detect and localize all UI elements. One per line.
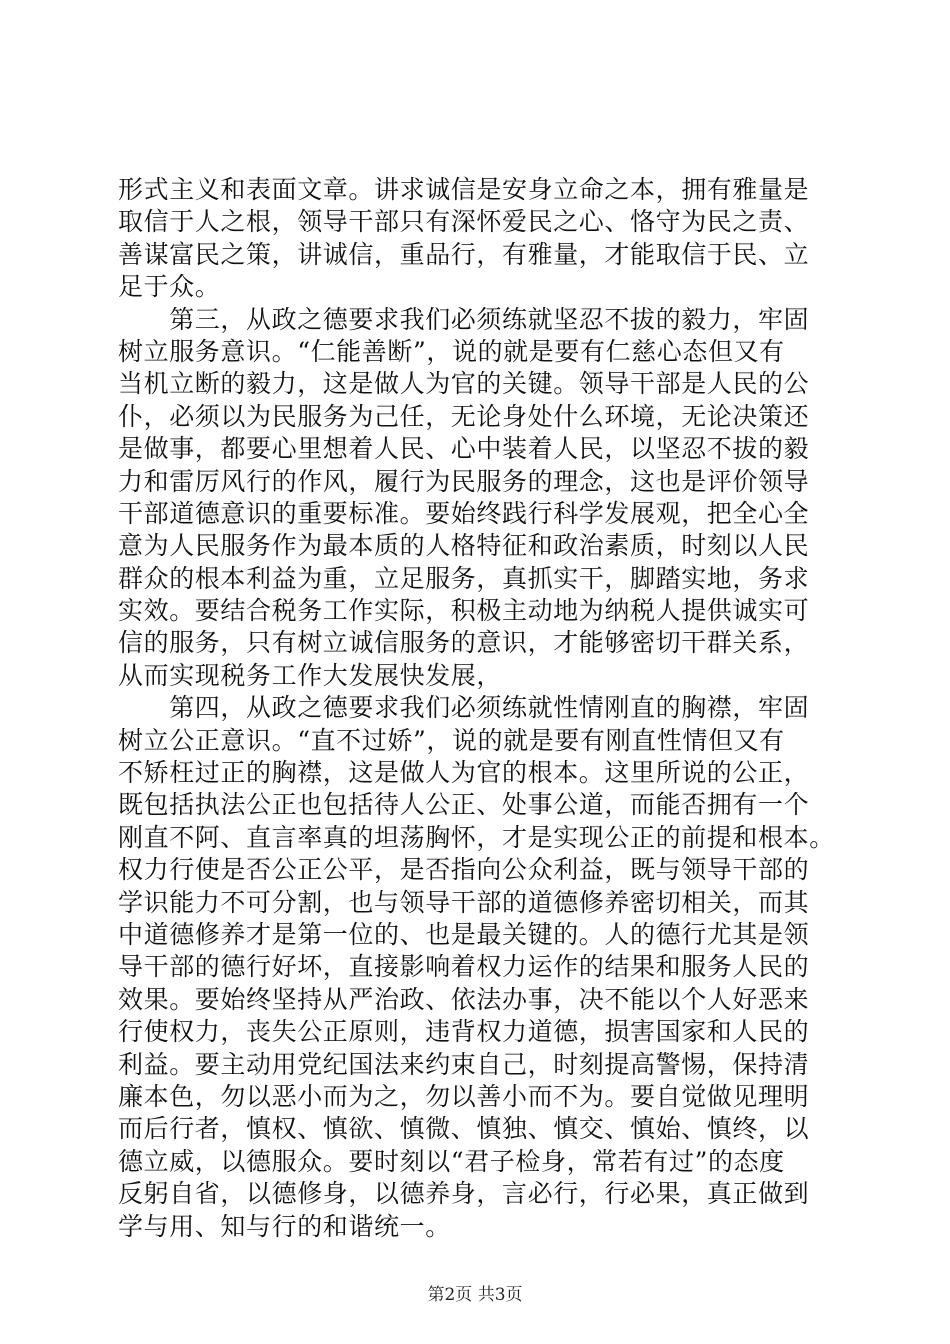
text-line: 形式主义和表面文章。讲求诚信是安身立命之本，拥有雅量是 [118, 175, 810, 204]
text-line: 反躬自省，以德修身，以德养身，言必行，行必果，真正做到 [118, 1179, 810, 1209]
text-line: 权力行使是否公正公平，是否指向公众利益，既与领导干部的 [118, 855, 810, 885]
text-line: 效果。要始终坚持从严治政、依法办事，决不能以个人好恶来 [118, 984, 810, 1014]
text-line: 善谋富民之策，讲诚信，重品行，有雅量，才能取信于民、立 [118, 239, 810, 269]
text-line: 足于众。 [118, 272, 221, 302]
page-number-label: 第2页 共3页 [427, 1285, 523, 1305]
paragraph-fourth-start: 第四，从政之德要求我们必须练就性情刚直的胸襟，牢固 [118, 693, 810, 723]
text-line: 而后行者，慎权、慎欲、慎微、慎独、慎交、慎始、慎终，以 [118, 1114, 810, 1144]
text-line: 取信于人之根，领导干部只有深怀爱民之心、恪守为民之责、 [118, 207, 810, 237]
text-line: 信的服务，只有树立诚信服务的意识，才能够密切干群关系， [118, 628, 810, 658]
text-line: 刚直不阿、直言率真的坦荡胸怀，才是实现公正的前提和根本。 [118, 822, 835, 852]
text-line: 利益。要主动用党纪国法来约束自己，时刻提高警惕，保持清 [118, 1049, 810, 1079]
text-line: 学识能力不可分割，也与领导干部的道德修养密切相关，而其 [118, 887, 810, 917]
text-line: 是做事，都要心里想着人民、心中装着人民，以坚忍不拔的毅 [118, 434, 810, 464]
text-line: 树立公正意识。“直不过娇”，说的就是要有刚直性情但又有 [118, 725, 785, 755]
page-footer [0, 1284, 950, 1306]
paragraph-third-start: 第三，从政之德要求我们必须练就坚忍不拔的毅力，牢固 [118, 304, 810, 334]
text-line: 既包括执法公正也包括待人公正、处事公道，而能否拥有一个 [118, 790, 810, 820]
text-line: 意为人民服务作为最本质的人格特征和政治素质，时刻以人民 [118, 531, 810, 561]
text-line: 行使权力，丧失公正原则，违背权力道德，损害国家和人民的 [118, 1017, 810, 1047]
text-line: 不矫枉过正的胸襟，这是做人为官的根本。这里所说的公正， [118, 758, 810, 788]
text-line: 干部道德意识的重要标准。要始终践行科学发展观，把全心全 [118, 498, 810, 528]
text-line: 学与用、知与行的和谐统一。 [118, 1211, 451, 1241]
text-line: 廉本色，勿以恶小而为之，勿以善小而不为。要自觉做见理明 [118, 1081, 810, 1111]
body-text [118, 174, 848, 1243]
text-line: 力和雷厉风行的作风，履行为民服务的理念，这也是评价领导 [118, 466, 810, 496]
text-line: 中道德修养才是第一位的、也是最关键的。人的德行尤其是领 [118, 919, 810, 949]
text-line: 导干部的德行好坏，直接影响着权力运作的结果和服务人民的 [118, 952, 810, 982]
text-line: 树立服务意识。“仁能善断”，说的就是要有仁慈心态但又有 [118, 336, 785, 366]
text-line: 仆，必须以为民服务为己任，无论身处什么环境，无论决策还 [118, 401, 810, 431]
text-line: 实效。要结合税务工作实际，积极主动地为纳税人提供诚实可 [118, 596, 810, 626]
text-line: 从而实现税务工作大发展快发展， [118, 660, 503, 690]
text-line: 群众的根本利益为重，立足服务，真抓实干，脚踏实地，务求 [118, 563, 810, 593]
text-line: 当机立断的毅力，这是做人为官的关键。领导干部是人民的公 [118, 369, 810, 399]
text-line: 德立威，以德服众。要时刻以“君子检身，常若有过”的态度 [118, 1146, 785, 1176]
